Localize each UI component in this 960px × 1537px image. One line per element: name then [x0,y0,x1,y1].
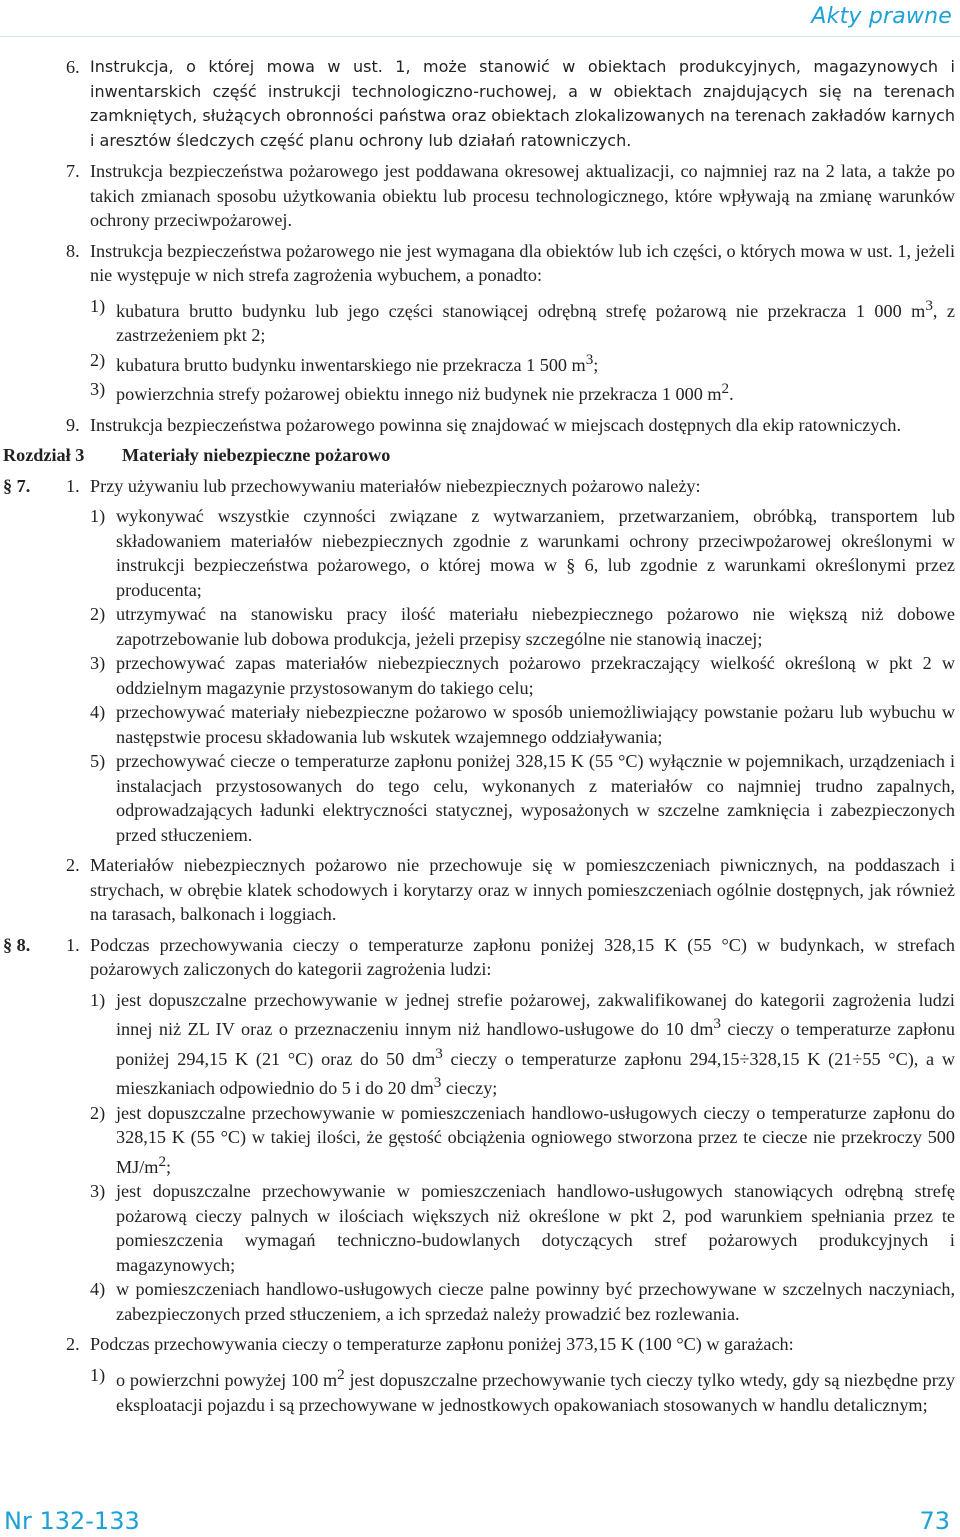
chapter-heading [0,443,955,468]
chapter-title: Materiały niebezpieczne pożarowo [122,445,391,466]
item-number: 1) [90,1364,106,1385]
list-item [90,294,955,348]
paragraph-6-8 [0,239,955,288]
page-number: 73 [919,1507,950,1535]
list-item [90,377,955,407]
list-item [90,988,955,1101]
item-list [90,294,955,407]
paragraph-6-7 [0,159,955,233]
item-number: 3) [90,653,106,674]
list-item [90,1363,955,1417]
item-text: kubatura brutto budynku lub jego części stanowiącej odrębną strefę pożarową nie przekracza 1 000 $m^3$, z zastrzeżeniem pkt 2; [116,296,955,346]
item-text: przechowywać materiały niebezpieczne pożarowo w sposób uniemożliwiający powstanie pożaru lub wybuchu w następstwie procesu składowania lub wskutek wzajemnego oddziaływania; [116,702,955,747]
list-item [90,700,955,749]
paragraph-6-6 [0,55,955,153]
paragraph-text: Instrukcja, o której mowa w ust. 1, może stanowić w obiektach produkcyjnych, magazynowych i inwentarskich część instrukcji technologiczno-ruchowej, a w obiektach znajdujących się na terenach zamkniętych, służących obronności państwa oraz obiektach zlokalizowanych na terenach zakładów karnych i aresztów śledczych część planu ochrony lub działań ratowniczych. [90,57,955,150]
item-text: jest dopuszczalne przechowywanie w pomieszczeniach handlowo-usługowych cieczy o temperaturze zapłonu do 328,15 K (55 °C) w takiej ilości, że gęstość obciążenia ogniowego stworzona przez te ciecze nie przekroczy 500 $MJ/m^2$; [116,1102,955,1177]
paragraph-number: 7. [66,161,80,181]
list-item [90,651,955,700]
list-item [90,504,955,602]
list-item [90,1179,955,1277]
chapter-label: Rozdział 3 [3,445,85,466]
item-text: powierzchnia strefy pożarowej obiektu innego niż budynek nie przekracza 1 000 $m^2$. [116,380,734,405]
paragraph-number: 1. [66,475,80,496]
running-header: Akty prawne [811,4,952,29]
item-text: wykonywać wszystkie czynności związane z wytwarzaniem, przetwarzaniem, obróbką, transportem lub składowaniem materiałów niebezpiecznych zgodnie z warunkami ochrony przeciwpożarowej określonymi w instrukcji bezpieczeństwa pożarowego, o której mowa w § 6, lub zgodnie z warunkami określonymi przez producenta; [116,506,955,600]
paragraph-text: Przy używaniu lub przechowywaniu materiałów niebezpiecznych pożarowo należy: [90,475,701,496]
item-number: 1) [90,989,106,1010]
item-text: utrzymywać na stanowisku pracy ilość materiału niebezpiecznego pożarowo nie większą niż dobowe zapotrzebowanie lub dobowa produkcja, jeżeli przepisy szczególne nie stanowią inaczej; [116,604,955,649]
item-text: o powierzchni powyżej 100 $m^2$ jest dopuszczalne przechowywanie tych cieczy tylko wtedy, gdy są niezbędne przy eksploatacji pojazdu i są przechowywane w jednostkowych opakowaniach stosowanych w handlu detalicznym; [116,1365,955,1415]
section-sign: § 7. [3,475,31,496]
paragraph-7-1 [0,474,955,499]
paragraph-text: Podczas przechowywania cieczy o temperaturze zapłonu poniżej 373,15 K (100 °C) w garażach: [90,1334,794,1355]
paragraph-number: 9. [66,414,80,435]
item-list [90,1363,955,1417]
item-number: 3) [90,379,106,400]
item-number: 1) [90,506,106,527]
paragraph-number: 8. [66,240,80,261]
header-rule [0,36,960,37]
item-text: jest dopuszczalne przechowywanie w pomieszczeniach handlowo-usługowych stanowiących odrębną strefę pożarową cieczy palnych w ilościach większych niż określone w pkt 2, pod warunkiem spełniania przez te pomieszczenia wymagań techniczno-budowlanych dotyczących stref pożarowych produkcyjnych i magazynowych; [116,1181,955,1275]
item-list [90,988,955,1327]
list-item [90,602,955,651]
paragraph-number: 6. [66,57,80,77]
item-list [90,504,955,847]
section-sign: § 8. [3,934,31,955]
list-item [90,1277,955,1326]
paragraph-text: Instrukcja bezpieczeństwa pożarowego jest poddawana okresowej aktualizacji, co najmniej raz na 2 lata, a także po takich zmianach sposobu użytkowania obiektu lub procesu technologicznego, które wpływają na zmianę warunków ochrony przeciwpożarowej. [90,161,955,230]
document-body [0,55,955,1417]
item-number: 2) [90,604,106,625]
item-number: 4) [90,1279,106,1300]
paragraph-text: Materiałów niebezpiecznych pożarowo nie przechowuje się w pomieszczeniach piwnicznych, na poddaszach i strychach, w obrębie klatek schodowych i korytarzy oraz w innych pomieszczeniach ogólnie dostępnych, jak również na tarasach, balkonach i loggiach. [90,855,955,925]
item-number: 2) [90,1102,106,1123]
item-number: 1) [90,295,106,316]
paragraph-8-1 [0,933,955,982]
paragraph-text: Instrukcja bezpieczeństwa pożarowego powinna się znajdować w miejscach dostępnych dla ekip ratowniczych. [90,414,902,435]
list-item [90,1101,955,1180]
item-number: 5) [90,751,106,772]
paragraph-text: Instrukcja bezpieczeństwa pożarowego nie jest wymagana dla obiektów lub ich części, o których mowa w ust. 1, jeżeli nie występuje w nich strefa zagrożenia wybuchem, a ponadto: [90,240,955,285]
paragraph-8-2 [0,1332,955,1357]
item-number: 4) [90,702,106,723]
paragraph-text: Podczas przechowywania cieczy o temperaturze zapłonu poniżej 328,15 K (55 °C) w budynkach, w strefach pożarowych zaliczonych do kategorii zagrożenia ludzi: [90,934,955,980]
list-item [90,749,955,847]
paragraph-number: 2. [66,1334,80,1355]
item-text: jest dopuszczalne przechowywanie w jednej strefie pożarowej, zakwalifikowanej do kategorii zagrożenia ludzi innej niż ZL IV oraz o przeznaczeniu innym niż handlowo-usługowe do 10 $dm^3$ cieczy o temperaturze zapłonu poniżej 294,15 K (21 °C) oraz do 50 $dm^3$ cieczy o temperaturze zapłonu 294,15÷328,15 K (21÷55 °C), a w mieszkaniach odpowiednio do 5 i do 20 $dm^3$ cieczy; [116,989,955,1099]
paragraph-6-9 [0,413,955,438]
item-number: 2) [90,349,106,370]
item-text: przechowywać ciecze o temperaturze zapłonu poniżej 328,15 K (55 °C) wyłącznie w pojemnikach, urządzeniach i instalacjach przystosowanych do tego celu, wykonanych z materiałów co najmniej trudno zapalnych, odprowadzających ładunki elektryczności statycznej, wyposażonych w szczelne zamknięcia i zabezpieczonych przed stłuczeniem. [116,751,955,845]
item-text: przechowywać zapas materiałów niebezpiecznych pożarowo przekraczający wielkość określoną w pkt 2 w oddzielnym magazynie przystosowanym do takiego celu; [116,653,955,698]
paragraph-number: 2. [66,855,80,876]
list-item [90,348,955,378]
item-text: kubatura brutto budynku inwentarskiego nie przekracza 1 500 $m^3$; [116,350,599,375]
paragraph-number: 1. [66,934,80,955]
item-text: w pomieszczeniach handlowo-usługowych ciecze palne powinny być przechowywane w szczelnych naczyniach, zabezpieczonych przed stłuczeniem, a ich sprzedaż należy prowadzić bez rozlewania. [116,1279,955,1324]
item-number: 3) [90,1181,106,1202]
paragraph-7-2 [0,853,955,927]
issue-number: Nr 132-133 [4,1507,140,1535]
